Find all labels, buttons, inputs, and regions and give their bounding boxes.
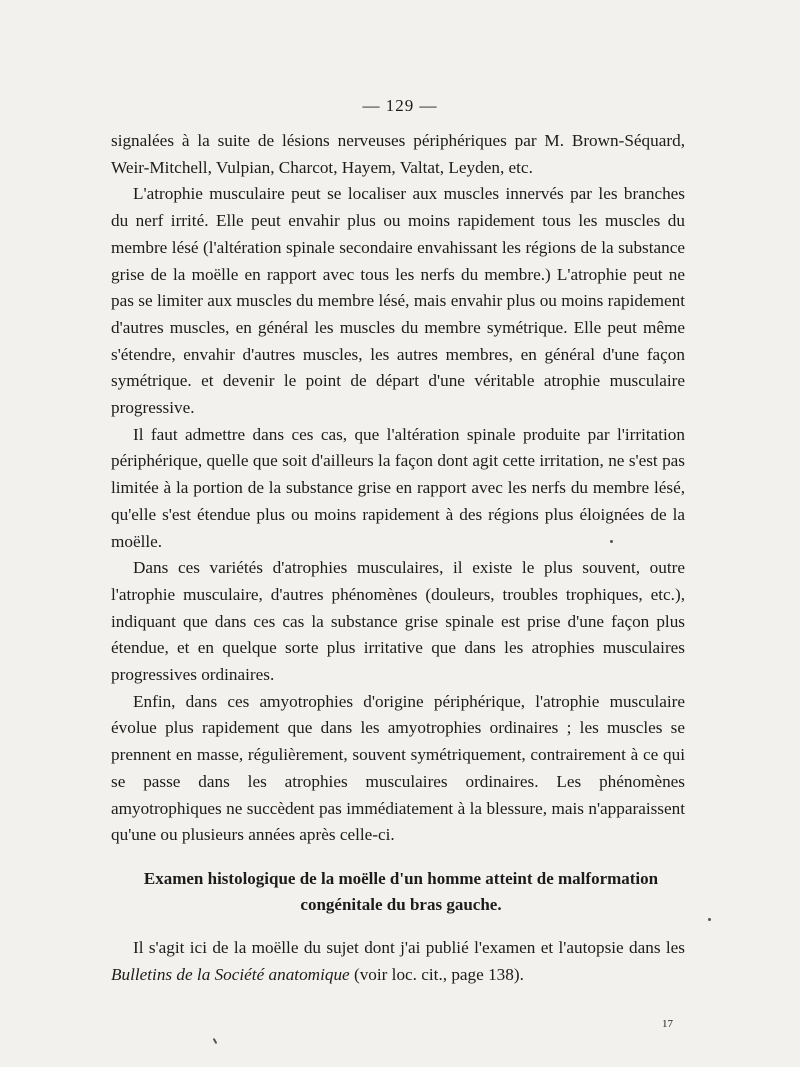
final-paragraph xyxy=(111,935,685,988)
paragraph-2: L'atrophie musculaire peut se localiser aux muscles innervés par les branches du nerf irrité. Elle peut envahir plus ou moins rapidement tous les muscles du membre lésé (l'altération spinale secondaire envahissant les régions de la substance grise de la moëlle en rapport avec tous les nerfs du membre.) L'atrophie peut ne pas se limiter aux muscles du membre lésé, mais envahir plus ou moins rapidement d'autres muscles, en général les muscles du membre symétrique. Elle peut même s'étendre, envahir d'autres muscles, les autres membres, en général d'une façon symétrique. et devenir le point de départ d'une véritable atrophie musculaire progressive. xyxy=(111,184,685,418)
signature-mark: 17 xyxy=(662,1018,673,1030)
final-text-before: Il s'agit ici de la moëlle du sujet dont j'ai publié l'examen et l'autopsie dans les xyxy=(133,938,685,957)
paragraph-1: signalées à la suite de lésions nerveuses périphériques par M. Brown-Séquard, Weir-Mitchell, Vulpian, Charcot, Hayem, Valtat, Leyden, etc. xyxy=(111,131,685,177)
paragraph-3: Il faut admettre dans ces cas, que l'altération spinale produite par l'irritation périphérique, quelle que soit d'ailleurs la façon dont agit cette irritation, ne s'est pas limitée à la portion de la substance grise en rapport avec les nerfs du membre lésé, qu'elle s'est étendue plus ou moins rapidement à des régions plus éloignées de la moëlle. xyxy=(111,424,685,551)
journal-title: Bulletins de la Société anatomique xyxy=(111,964,350,984)
ink-speck xyxy=(213,1038,218,1044)
final-paragraph-block xyxy=(111,935,685,988)
section-heading: Examen histologique de la moëlle d'un homme atteint de malformation congénitale du bras gauche. xyxy=(143,869,659,914)
body-text xyxy=(111,128,685,849)
final-text-after: (voir loc. cit., page 138). xyxy=(349,964,524,984)
ink-speck xyxy=(708,918,711,921)
paragraph-4: Dans ces variétés d'atrophies musculaires, il existe le plus souvent, outre l'atrophie musculaire, d'autres phénomènes (douleurs, troubles trophiques, etc.), indiquant que dans ces cas la substance grise spinale est prise d'une façon plus étendue, et en quelque sorte plus irritative que dans les atrophies musculaires progressives ordinaires. xyxy=(111,558,685,685)
ink-speck xyxy=(610,540,613,543)
page-number: — 129 — xyxy=(362,96,438,115)
paragraph-5: Enfin, dans ces amyotrophies d'origine périphérique, l'atrophie musculaire évolue plus rapidement que dans les amyotrophies ordinaires ; les muscles se prennent en masse, régulièrement, souvent symétriquement, contrairement à ce qui se passe dans les atrophies musculaires ordinaires. Les phénomènes amyotrophiques ne succèdent pas immédiatement à la blessure, mais n'apparaissent qu'une ou plusieurs années après celle-ci. xyxy=(111,691,685,845)
